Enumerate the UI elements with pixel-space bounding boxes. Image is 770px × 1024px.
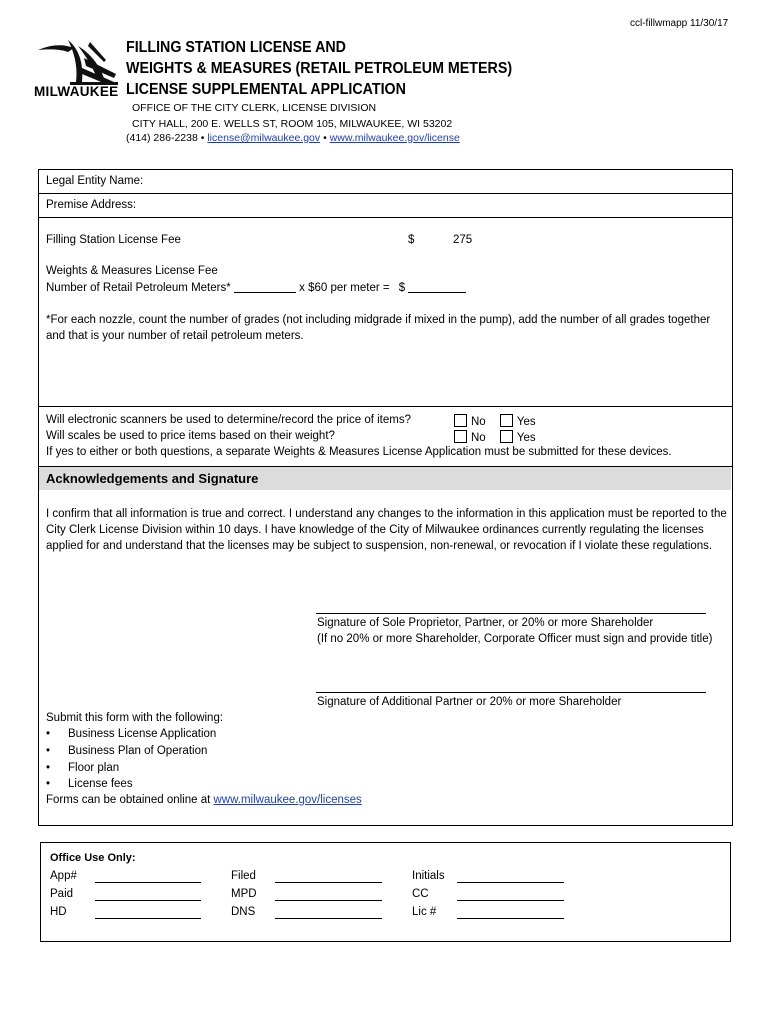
ack-heading-bar xyxy=(39,467,731,490)
wm-fee-label: Weights & Measures License Fee xyxy=(46,265,218,277)
office-field-label: Paid xyxy=(50,888,74,900)
scales-no-checkbox[interactable] xyxy=(454,430,467,443)
bullet-icon: • xyxy=(46,778,51,790)
ack-text: I confirm that all information is true and correct. I understand any changes to the information in this application must be reported to the City Clerk License Division within 10 days. I have knowledge of the City of Milwaukee ordinances currently regulating the licenses applied for and understand that the licenses may be subject to suspension, non-renewal, or revocation if I violate these regulations. xyxy=(46,508,727,552)
office-field-line[interactable] xyxy=(275,918,382,919)
premise-address-label[interactable]: Premise Address: xyxy=(46,199,137,211)
filling-station-fee-label: Filling Station License Fee xyxy=(46,234,181,246)
office-field-line[interactable] xyxy=(95,900,201,901)
phone: (414) 286-2238 xyxy=(126,132,198,144)
per-meter-label: x $60 per meter xyxy=(299,282,380,294)
bullet-icon: • xyxy=(46,728,51,740)
meters-row xyxy=(46,281,466,294)
office-field-line[interactable] xyxy=(95,918,201,919)
currency-symbol: $ xyxy=(408,234,415,246)
divider xyxy=(38,406,732,407)
scales-options xyxy=(454,430,536,444)
licenses-link[interactable]: www.milwaukee.gov/licenses xyxy=(213,794,362,806)
submit-intro: Submit this form with the following: xyxy=(46,712,224,724)
signature-1-label: Signature of Sole Proprietor, Partner, or 20% or more Shareholder xyxy=(317,617,654,629)
office-field-label: Initials xyxy=(412,870,445,882)
office-field-line[interactable] xyxy=(457,918,564,919)
office-name: OFFICE OF THE CITY CLERK, LICENSE DIVISION xyxy=(132,102,377,114)
office-field-line[interactable] xyxy=(275,900,382,901)
devices-note: If yes to either or both questions, a separate Weights & Measures License Application must be submitted for these devices. xyxy=(46,446,672,458)
yes-label: Yes xyxy=(516,416,536,428)
divider xyxy=(38,217,732,218)
wm-fee-total-field[interactable] xyxy=(408,281,466,293)
question-scanners: Will electronic scanners be used to determine/record the price of items? xyxy=(46,414,411,426)
list-item: Floor plan xyxy=(68,762,120,774)
office-field-label: HD xyxy=(50,906,67,918)
equals-sign: = xyxy=(382,282,390,294)
form-code: ccl-fillwmapp 11/30/17 xyxy=(630,18,729,29)
no-label: No xyxy=(471,416,486,428)
scanners-options xyxy=(454,414,536,428)
legal-entity-label[interactable]: Legal Entity Name: xyxy=(46,175,144,187)
online-prefix: Forms can be obtained online at xyxy=(46,794,211,806)
no-label: No xyxy=(471,432,486,444)
title-line-3: LICENSE SUPPLEMENTAL APPLICATION xyxy=(126,81,406,98)
title-line-1: FILLING STATION LICENSE AND xyxy=(126,39,346,56)
ack-heading: Acknowledgements and Signature xyxy=(46,471,259,486)
contact-line xyxy=(126,132,460,144)
meters-footnote: *For each nozzle, count the number of grades (not including midgrade if mixed in the pump), add the number of all grades together and that is your number of retail petroleum meters. xyxy=(46,314,711,342)
office-field-line[interactable] xyxy=(95,882,201,883)
scanners-yes-checkbox[interactable] xyxy=(500,414,513,427)
email-link[interactable]: license@milwaukee.gov xyxy=(207,132,321,144)
meters-label: Number of Retail Petroleum Meters* xyxy=(46,282,231,294)
separator: • xyxy=(200,132,205,144)
list-item: License fees xyxy=(68,778,133,790)
bullet-icon: • xyxy=(46,745,51,757)
scales-yes-checkbox[interactable] xyxy=(500,430,513,443)
milwaukee-logo xyxy=(34,38,120,100)
milwaukee-logo-icon xyxy=(34,38,120,88)
office-address: CITY HALL, 200 E. WELLS ST, ROOM 105, MILWAUKEE, WI 53202 xyxy=(132,118,453,130)
office-use-title: Office Use Only: xyxy=(50,852,136,864)
logo-city-name: MILWAUKEE xyxy=(34,84,119,99)
office-field-line[interactable] xyxy=(457,882,564,883)
office-field-label: Lic # xyxy=(412,906,437,918)
list-item: Business License Application xyxy=(68,728,217,740)
scanners-no-checkbox[interactable] xyxy=(454,414,467,427)
currency-symbol: $ xyxy=(398,282,406,294)
office-field-label: DNS xyxy=(231,906,256,918)
office-field-line[interactable] xyxy=(457,900,564,901)
office-field-line[interactable] xyxy=(275,882,382,883)
office-field-label: App# xyxy=(50,870,77,882)
title-line-2: WEIGHTS & MEASURES (RETAIL PETROLEUM METERS) xyxy=(126,60,513,77)
meters-count-field[interactable] xyxy=(234,281,296,293)
divider xyxy=(38,193,732,194)
signature-2-label: Signature of Additional Partner or 20% or more Shareholder xyxy=(317,696,622,708)
office-field-label: Filed xyxy=(231,870,256,882)
signature-1-note: (If no 20% or more Shareholder, Corporate Officer must sign and provide title) xyxy=(317,633,713,645)
filling-station-fee-amount: 275 xyxy=(453,234,473,246)
question-scales: Will scales be used to price items based on their weight? xyxy=(46,430,335,442)
office-field-label: CC xyxy=(412,888,429,900)
online-forms-line xyxy=(46,794,362,806)
separator: • xyxy=(323,132,327,144)
signature-line-1[interactable] xyxy=(316,613,706,614)
signature-line-2[interactable] xyxy=(316,692,706,693)
office-use-box xyxy=(40,842,731,942)
list-item: Business Plan of Operation xyxy=(68,745,208,757)
bullet-icon: • xyxy=(46,762,51,774)
yes-label: Yes xyxy=(516,432,536,444)
office-field-label: MPD xyxy=(231,888,257,900)
website-link[interactable]: www.milwaukee.gov/license xyxy=(329,132,460,144)
